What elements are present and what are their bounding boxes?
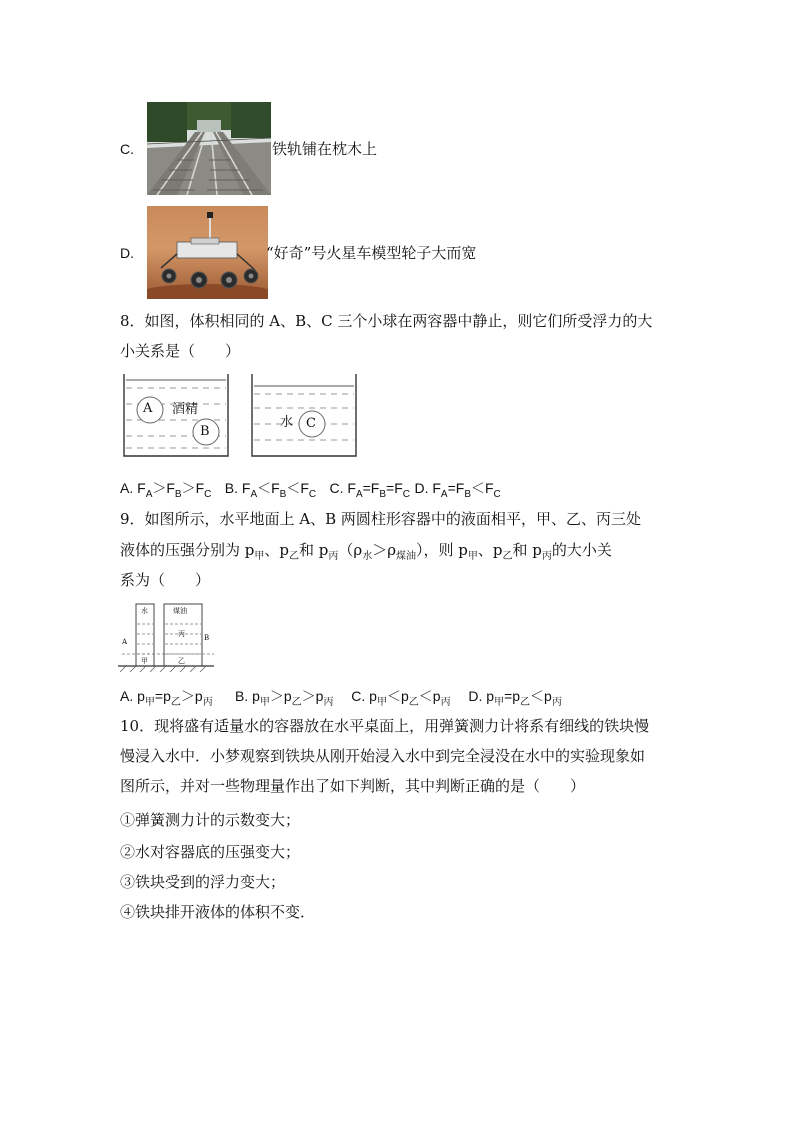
q10-stem-line2: 慢浸入水中．小梦观察到铁块从刚开始浸入水中到完全浸没在水中的实验现象如 bbox=[120, 747, 646, 765]
q9-option-d[interactable]: D. $p_甲=p_乙<p_丙$ bbox=[468, 688, 562, 708]
cylinder-a-label: A bbox=[122, 638, 128, 646]
q8-figure-containers bbox=[118, 368, 358, 464]
q8-stem-line2: 小关系是（ ） bbox=[120, 342, 241, 360]
option-d-text: “好奇”号火星车模型轮子大而宽 bbox=[266, 244, 477, 262]
ball-c-label: C bbox=[306, 416, 316, 431]
q8-option-c[interactable]: C. $F_A=F_B=F_C$ bbox=[329, 480, 410, 500]
mars-rover-photo bbox=[147, 206, 268, 299]
alcohol-label: 酒精 bbox=[172, 402, 199, 417]
option-d-letter: D. bbox=[120, 245, 134, 261]
q10-item-3: ③铁块受到的浮力变大； bbox=[120, 873, 286, 891]
q9-option-b[interactable]: B. $p_甲>p_乙>p_丙$ bbox=[234, 688, 334, 708]
q10-stem-line3: 图所示，并对一些物理量作出了如下判断，其中判断正确的是（ ） bbox=[120, 777, 586, 795]
q8-options bbox=[120, 478, 501, 505]
cylinder-b-label: B bbox=[204, 634, 210, 642]
q9-figure-cylinders bbox=[118, 600, 214, 672]
q9-option-a[interactable]: A. $p_甲=p_乙>p_丙$ bbox=[120, 688, 213, 708]
water-label: 水 bbox=[280, 415, 294, 430]
point-bing-label: 丙 bbox=[178, 630, 185, 638]
q9-stem-line3: 系为（ ） bbox=[120, 571, 211, 589]
option-c-text: 铁轨铺在枕木上 bbox=[272, 140, 378, 158]
option-c-letter: C. bbox=[120, 141, 134, 157]
q9-stem-line2: 液体的压强分别为 $p_甲$、$p_乙$和 $p_丙(\rho_水>\rho_{煤油})$，则 $p_甲$、$p_乙$和 $p_丙$的大小关 bbox=[120, 541, 612, 562]
q8-option-d[interactable]: D. $F_A=F_B<F_C$ bbox=[414, 480, 501, 500]
railway-track-photo bbox=[147, 102, 271, 195]
q9-option-c[interactable]: C. $p_甲<p_乙<p_丙$ bbox=[351, 688, 451, 708]
point-jia-label: 甲 bbox=[141, 657, 148, 665]
q10-stem-line1: 10．现将盛有适量水的容器放在水平桌面上，用弹簧测力计将系有细线的铁块慢 bbox=[120, 717, 650, 735]
water-label: 水 bbox=[141, 607, 148, 615]
q8-stem-line1: 8．如图，体积相同的 A、B、C 三个小球在两容器中静止，则它们所受浮力的大 bbox=[120, 312, 653, 330]
q9-options bbox=[120, 686, 562, 713]
q10-item-4: ④铁块排开液体的体积不变． bbox=[120, 903, 316, 921]
q8-option-b[interactable]: B. $F_A<F_B<F_C$ bbox=[224, 480, 317, 500]
q8-option-a[interactable]: A. $F_A>F_B>F_C$ bbox=[120, 480, 212, 500]
kerosene-label: 煤油 bbox=[173, 607, 187, 615]
point-yi-label: 乙 bbox=[178, 657, 185, 665]
q10-item-1: ①弹簧测力计的示数变大； bbox=[120, 811, 301, 829]
q9-stem-line1: 9．如图所示，水平地面上 A、B 两圆柱形容器中的液面相平，甲、乙、丙三处 bbox=[120, 510, 641, 528]
q10-item-2: ②水对容器底的压强变大； bbox=[120, 843, 301, 861]
ball-b-label: B bbox=[200, 424, 210, 439]
ball-a-label: A bbox=[143, 401, 153, 416]
